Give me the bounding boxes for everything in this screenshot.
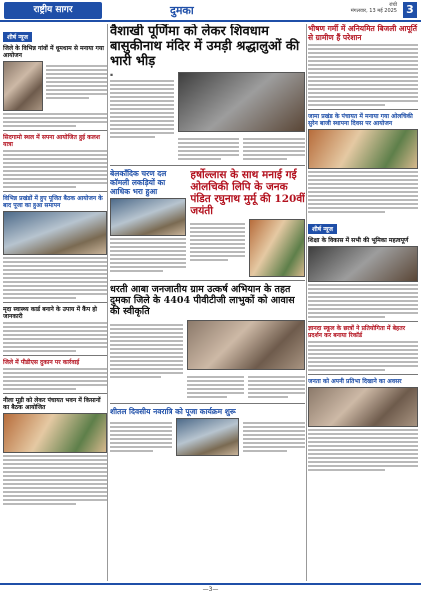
- lead-photo: [178, 72, 305, 132]
- headline: जिले में पीडीएस दुकान पर कार्रवाई: [3, 359, 80, 366]
- page-footer: —3—: [0, 583, 421, 595]
- news-photo: [176, 418, 240, 456]
- divider: [3, 355, 107, 356]
- dateline: [351, 2, 397, 14]
- headline: नीला मूड़ी को लेकर पंचायत भवन में किसानों का बैठक आयोजित: [3, 397, 101, 411]
- article-body: [308, 284, 418, 318]
- article-body: [3, 322, 107, 352]
- article-body: [3, 257, 107, 299]
- article-body: [3, 150, 107, 188]
- headline: बेलकाँदिक चरण दल कॉमली लकड़ियों का आधिक भरा हुआ: [110, 169, 167, 196]
- divider: [110, 165, 305, 166]
- headline: मृदा स्वास्थ्य कार्ड बनाने के उपाय में कैंप हो जानकारी: [3, 306, 97, 320]
- article-body: [110, 80, 174, 138]
- headline: जिले के विभिन्न गांवों में धूमधाम से मनाया गया आयोजन: [3, 45, 104, 59]
- article-body: [248, 374, 305, 400]
- article-body: [308, 341, 418, 371]
- byline: ▪: [110, 73, 114, 78]
- page-number: 3: [403, 2, 417, 18]
- article-body: [3, 368, 107, 390]
- article-body: [187, 374, 244, 400]
- masthead: [0, 0, 421, 22]
- news-photo: [3, 61, 43, 111]
- scheme-headline: धरती आबा जनजातीय ग्राम उत्कर्ष अभियान के तहत दुमका जिले के 4404 पीवीटीजी लाभुकों को आवास की स्वीकृति: [110, 284, 295, 317]
- headline: सिदगामो स्थल में सपना आयोजित हुई कलश यात्रा: [3, 134, 100, 148]
- headline: भीषण गर्मी में अनियमित बिजली आपूर्ति से ग्रामीण हैं परेशान: [308, 24, 418, 42]
- dateline-date: मंगलवार, 13 मई 2025: [350, 8, 397, 14]
- divider: [308, 109, 418, 110]
- article-body: [3, 455, 107, 505]
- divider: [308, 374, 418, 375]
- column-divider: [306, 24, 307, 581]
- lead-headline: वैशाखी पूर्णिमा को लेकर शिवधाम बासुकीनाथ मंदिर में उमड़ी श्रद्धालुओं की भारी भीड़: [110, 24, 300, 69]
- news-photo: [3, 211, 107, 255]
- article-body: [110, 238, 186, 272]
- center-column: [110, 24, 305, 581]
- article-body: [308, 171, 418, 213]
- article-body: [3, 113, 107, 127]
- dateline-city: रांची: [389, 2, 397, 8]
- news-photo: [308, 387, 418, 427]
- article-body: [110, 420, 172, 456]
- section-title: दुमका: [170, 4, 194, 17]
- divider: [110, 403, 305, 404]
- top-news-tag: शीर्ष न्यूज: [3, 32, 32, 42]
- article-body: [308, 44, 418, 106]
- column-divider: [107, 24, 108, 581]
- feature-headline: हर्षोल्लास के साथ मनाई गई ओलचिकी लिपि के जनक पंडित रघुनाथ मुर्मू की 120वीं जयंती: [190, 169, 305, 217]
- top-news-tag: शीर्ष न्यूज: [308, 224, 337, 234]
- article-body: [308, 429, 418, 471]
- news-photo: [110, 198, 186, 236]
- news-photo: [308, 129, 418, 169]
- divider: [110, 280, 305, 281]
- article-body: [243, 420, 305, 456]
- headline: जनता को अपनी प्रतिभा दिखाने का अवसर: [308, 378, 402, 385]
- headline: जामा प्रखंड के पंचायत में मनाया गया ओलचिकी सुरेन बाजी स्थापना दिवस पर आयोजन: [308, 113, 413, 127]
- divider: [3, 302, 107, 303]
- divider: [3, 191, 107, 192]
- right-column: [308, 24, 418, 581]
- divider: [3, 393, 107, 394]
- headline: ज्ञानदा स्कूल के छात्रों ने प्रतियोगिता में बेहतर प्रदर्शन कर बनाया रिकॉर्ड: [308, 325, 406, 339]
- article-body: [110, 322, 183, 400]
- newspaper-brand: राष्ट्रीय सागर: [4, 2, 102, 19]
- divider: [3, 130, 107, 131]
- article-body: [190, 221, 244, 277]
- news-photo: [3, 413, 107, 453]
- article-body: [178, 136, 240, 162]
- article-body: [46, 63, 107, 111]
- left-column: [3, 24, 107, 581]
- headline: शीतल दिवसीय नवरात्रि को पूजा कार्यक्रम शुरू: [110, 407, 236, 416]
- news-photo: [249, 219, 305, 277]
- divider: [308, 321, 418, 322]
- article-body: [243, 136, 305, 162]
- news-photo: [187, 320, 305, 370]
- headline: शिक्षा के विकास में सभी की भूमिका महत्वपूर्ण: [308, 237, 409, 244]
- headline: विभिन्न प्रखंडों में हुए पूजित बैठक आयोजन के बाद पूजा का हुआ समापन: [3, 195, 103, 209]
- news-photo: [308, 246, 418, 282]
